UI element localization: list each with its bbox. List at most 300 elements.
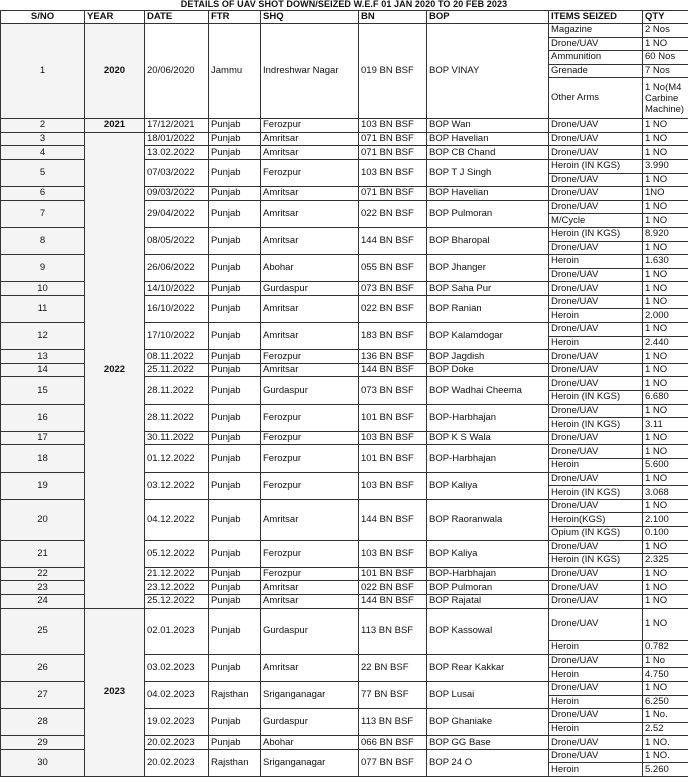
shq-cell: Indreshwar Nagar [261, 24, 359, 119]
bn-cell: 144 BN BSF [359, 499, 427, 540]
ftr-cell: Punjab [209, 119, 261, 133]
item-cell: Drone/UAV [549, 377, 643, 391]
shq-cell: Amritsar [261, 594, 359, 608]
bop-cell: BOP-Harbhajan [427, 445, 549, 472]
qty-cell: 1 NO [643, 363, 688, 377]
bn-cell: 073 BN BSF [359, 282, 427, 296]
item-cell: Ammunition [549, 51, 643, 65]
bn-cell: 071 BN BSF [359, 187, 427, 201]
sno-cell: 24 [1, 594, 85, 608]
sno-cell: 8 [1, 227, 85, 254]
bop-cell: BOP Kassowal [427, 608, 549, 654]
bn-cell: 066 BN BSF [359, 736, 427, 750]
sno-cell: 16 [1, 404, 85, 431]
qty-cell: 1 NO [643, 268, 688, 282]
qty-cell: 3.068 [643, 486, 688, 500]
bop-cell: BOP-Harbhajan [427, 567, 549, 581]
sno-cell: 26 [1, 654, 85, 681]
qty-cell: 1 NO. [643, 749, 688, 763]
ftr-cell: Punjab [209, 594, 261, 608]
item-cell: Drone/UAV [549, 581, 643, 595]
bop-cell: BOP K S Wala [427, 431, 549, 445]
ftr-cell: Jammu [209, 24, 261, 119]
item-cell: Drone/UAV [549, 295, 643, 309]
shq-cell: Amritsar [261, 581, 359, 595]
item-cell: Drone/UAV [549, 119, 643, 133]
date-cell: 21.12.2022 [145, 567, 209, 581]
qty-cell: 1 NO [643, 431, 688, 445]
sno-cell: 3 [1, 132, 85, 146]
bn-cell: 022 BN BSF [359, 200, 427, 227]
item-cell: Drone/UAV [549, 709, 643, 723]
shq-cell: Amritsar [261, 499, 359, 540]
item-cell: Drone/UAV [549, 187, 643, 201]
bop-cell: BOP Rajatal [427, 594, 549, 608]
item-cell: Drone/UAV [549, 173, 643, 187]
item-cell: Drone/UAV [549, 472, 643, 486]
bn-cell: 77 BN BSF [359, 681, 427, 708]
bop-cell: BOP Havelian [427, 187, 549, 201]
sno-cell: 15 [1, 377, 85, 404]
qty-cell: 2 Nos [643, 24, 688, 38]
table-body [1, 24, 688, 777]
item-cell: Drone/UAV [549, 499, 643, 513]
ftr-cell: Punjab [209, 404, 261, 431]
bop-cell: BOP Pulmoran [427, 200, 549, 227]
qty-cell: 1 NO [643, 282, 688, 296]
header-sno: S/NO [1, 11, 85, 24]
bop-cell: BOP 24 O [427, 749, 549, 776]
year-cell: 2021 [85, 119, 145, 133]
qty-cell: 5.260 [643, 763, 688, 777]
date-cell: 29/04/2022 [145, 200, 209, 227]
qty-cell: 1 NO [643, 472, 688, 486]
date-cell: 25.12.2022 [145, 594, 209, 608]
bn-cell: 073 BN BSF [359, 377, 427, 404]
qty-cell: 1 No. [643, 709, 688, 723]
date-cell: 09/03/2022 [145, 187, 209, 201]
date-cell: 20/06/2020 [145, 24, 209, 119]
ftr-cell: Punjab [209, 350, 261, 364]
bop-cell: BOP Bharopal [427, 227, 549, 254]
header-bn: BN [359, 11, 427, 24]
shq-cell: Ferozpur [261, 472, 359, 499]
bop-cell: BOP Kaliya [427, 472, 549, 499]
qty-cell: 2.100 [643, 513, 688, 527]
sno-cell: 1 [1, 24, 85, 119]
ftr-cell: Punjab [209, 472, 261, 499]
date-cell: 19.02.2023 [145, 709, 209, 736]
qty-cell: 1 NO. [643, 736, 688, 750]
item-cell: Heroin [549, 336, 643, 350]
sno-cell: 7 [1, 200, 85, 227]
item-cell: Heroin [549, 668, 643, 682]
date-cell: 17/12/2021 [145, 119, 209, 133]
ftr-cell: Punjab [209, 608, 261, 654]
item-cell: Other Arms [549, 78, 643, 119]
sno-cell: 11 [1, 295, 85, 322]
shq-cell: Amritsar [261, 132, 359, 146]
bop-cell: BOP Ranian [427, 295, 549, 322]
qty-cell: 1 NO [643, 37, 688, 51]
date-cell: 13.02.2022 [145, 146, 209, 160]
ftr-cell: Punjab [209, 540, 261, 567]
item-cell: Drone/UAV [549, 749, 643, 763]
qty-cell: 1 NO [643, 350, 688, 364]
shq-cell: Abohar [261, 255, 359, 282]
qty-cell: 1NO [643, 187, 688, 201]
bop-cell: BOP Pulmoran [427, 581, 549, 595]
item-cell: Drone/UAV [549, 431, 643, 445]
sno-cell: 2 [1, 119, 85, 133]
bop-cell: BOP Jhanger [427, 255, 549, 282]
sno-cell: 18 [1, 445, 85, 472]
item-cell: Heroin (IN KGS) [549, 227, 643, 241]
bn-cell: 113 BN BSF [359, 608, 427, 654]
bn-cell: 077 BN BSF [359, 749, 427, 776]
bop-cell: BOP T J Singh [427, 159, 549, 186]
date-cell: 07/03/2022 [145, 159, 209, 186]
ftr-cell: Punjab [209, 363, 261, 377]
ftr-cell: Rajsthan [209, 681, 261, 708]
bop-cell: BOP Havelian [427, 132, 549, 146]
item-cell: Heroin [549, 309, 643, 323]
ftr-cell: Punjab [209, 187, 261, 201]
item-cell: Heroin (IN KGS) [549, 159, 643, 173]
date-cell: 28.11.2022 [145, 404, 209, 431]
bop-cell: BOP VINAY [427, 24, 549, 119]
item-cell: Heroin [549, 641, 643, 655]
item-cell: Drone/UAV [549, 654, 643, 668]
qty-cell: 1 NO [643, 323, 688, 337]
table-row [1, 608, 688, 641]
bop-cell: BOP Lusai [427, 681, 549, 708]
qty-cell: 1 NO [643, 594, 688, 608]
sno-cell: 29 [1, 736, 85, 750]
date-cell: 30.11.2022 [145, 431, 209, 445]
date-cell: 08.11.2022 [145, 350, 209, 364]
ftr-cell: Punjab [209, 227, 261, 254]
item-cell: Opium (IN KGS) [549, 526, 643, 540]
sno-cell: 20 [1, 499, 85, 540]
sno-cell: 9 [1, 255, 85, 282]
qty-cell: 60 Nos [643, 51, 688, 65]
shq-cell: Amritsar [261, 363, 359, 377]
table-header-row [1, 11, 688, 24]
header-year: YEAR [85, 11, 145, 24]
qty-cell: 4.750 [643, 668, 688, 682]
shq-cell: Amritsar [261, 200, 359, 227]
shq-cell: Ferozpur [261, 119, 359, 133]
sno-cell: 12 [1, 323, 85, 350]
shq-cell: Ferozpur [261, 431, 359, 445]
sno-cell: 21 [1, 540, 85, 567]
bop-cell: BOP Ghaniake [427, 709, 549, 736]
bn-cell: 144 BN BSF [359, 594, 427, 608]
qty-cell: 0.100 [643, 526, 688, 540]
shq-cell: Amritsar [261, 654, 359, 681]
item-cell: Drone/UAV [549, 567, 643, 581]
date-cell: 18/01/2022 [145, 132, 209, 146]
ftr-cell: Punjab [209, 323, 261, 350]
bn-cell: 022 BN BSF [359, 581, 427, 595]
qty-cell: 3.11 [643, 418, 688, 432]
qty-cell: 1.630 [643, 255, 688, 269]
sno-cell: 14 [1, 363, 85, 377]
bn-cell: 113 BN BSF [359, 709, 427, 736]
item-cell: Heroin [549, 722, 643, 736]
item-cell: Drone/UAV [549, 363, 643, 377]
bn-cell: 103 BN BSF [359, 540, 427, 567]
sno-cell: 5 [1, 159, 85, 186]
shq-cell: Ferozpur [261, 567, 359, 581]
bn-cell: 101 BN BSF [359, 567, 427, 581]
item-cell: Drone/UAV [549, 736, 643, 750]
qty-cell: 1 NO [643, 173, 688, 187]
item-cell: Drone/UAV [549, 404, 643, 418]
sno-cell: 28 [1, 709, 85, 736]
bn-cell: 144 BN BSF [359, 363, 427, 377]
item-cell: Heroin [549, 255, 643, 269]
qty-cell: 1 NO [643, 119, 688, 133]
ftr-cell: Punjab [209, 736, 261, 750]
bop-cell: BOP Raoranwala [427, 499, 549, 540]
qty-cell: 1 NO [643, 200, 688, 214]
qty-cell: 6.250 [643, 695, 688, 709]
sno-cell: 22 [1, 567, 85, 581]
item-cell: Heroin [549, 695, 643, 709]
bop-cell: BOP Wadhai Cheema [427, 377, 549, 404]
item-cell: M/Cycle [549, 214, 643, 228]
qty-cell: 1 No(M4 Carbine Machine) [643, 78, 688, 119]
shq-cell: Ferozpur [261, 159, 359, 186]
sno-cell: 13 [1, 350, 85, 364]
ftr-cell: Punjab [209, 200, 261, 227]
sno-cell: 10 [1, 282, 85, 296]
shq-cell: Ferozpur [261, 404, 359, 431]
bn-cell: 101 BN BSF [359, 404, 427, 431]
ftr-cell: Punjab [209, 132, 261, 146]
sno-cell: 23 [1, 581, 85, 595]
bn-cell: 071 BN BSF [359, 132, 427, 146]
sno-cell: 19 [1, 472, 85, 499]
bop-cell: BOP Kaliya [427, 540, 549, 567]
bn-cell: 183 BN BSF [359, 323, 427, 350]
bn-cell: 022 BN BSF [359, 295, 427, 322]
shq-cell: Sriganganagar [261, 681, 359, 708]
ftr-cell: Punjab [209, 499, 261, 540]
shq-cell: Gurdaspur [261, 282, 359, 296]
bop-cell: BOP Wan [427, 119, 549, 133]
ftr-cell: Punjab [209, 255, 261, 282]
header-qty: QTY [643, 11, 688, 24]
ftr-cell: Punjab [209, 567, 261, 581]
date-cell: 03.12.2022 [145, 472, 209, 499]
qty-cell: 1 NO [643, 146, 688, 160]
qty-cell: 1 NO [643, 241, 688, 255]
page-title: DETAILS OF UAV SHOT DOWN/SEIZED W.E.F 01 JAN 2020 TO 20 FEB 2023 [180, 0, 508, 9]
item-cell: Drone/UAV [549, 540, 643, 554]
item-cell: Drone/UAV [549, 146, 643, 160]
date-cell: 16/10/2022 [145, 295, 209, 322]
qty-cell: 1 NO [643, 681, 688, 695]
item-cell: Drone/UAV [549, 608, 643, 641]
date-cell: 14/10/2022 [145, 282, 209, 296]
year-cell: 2020 [85, 24, 145, 119]
item-cell: Drone/UAV [549, 132, 643, 146]
item-cell: Drone/UAV [549, 241, 643, 255]
qty-cell: 2.440 [643, 336, 688, 350]
shq-cell: Gurdaspur [261, 608, 359, 654]
ftr-cell: Punjab [209, 295, 261, 322]
date-cell: 03.02.2023 [145, 654, 209, 681]
qty-cell: 3.990 [643, 159, 688, 173]
qty-cell: 6.680 [643, 391, 688, 405]
shq-cell: Amritsar [261, 187, 359, 201]
item-cell: Heroin(KGS) [549, 513, 643, 527]
item-cell: Magazine [549, 24, 643, 38]
qty-cell: 0.782 [643, 641, 688, 655]
qty-cell: 1 NO [643, 295, 688, 309]
qty-cell: 1 No [643, 654, 688, 668]
qty-cell: 1 NO [643, 404, 688, 418]
qty-cell: 1 NO [643, 132, 688, 146]
bn-cell: 144 BN BSF [359, 227, 427, 254]
bn-cell: 103 BN BSF [359, 472, 427, 499]
bop-cell: BOP CB Chand [427, 146, 549, 160]
ftr-cell: Punjab [209, 709, 261, 736]
year-cell: 2022 [85, 132, 145, 608]
sno-cell: 4 [1, 146, 85, 160]
date-cell: 26/06/2022 [145, 255, 209, 282]
ftr-cell: Punjab [209, 377, 261, 404]
bn-cell: 103 BN BSF [359, 119, 427, 133]
ftr-cell: Punjab [209, 146, 261, 160]
item-cell: Drone/UAV [549, 323, 643, 337]
shq-cell: Ferozpur [261, 540, 359, 567]
table-row [1, 24, 688, 38]
date-cell: 28.11.2022 [145, 377, 209, 404]
qty-cell: 2.000 [643, 309, 688, 323]
shq-cell: Amritsar [261, 146, 359, 160]
sno-cell: 27 [1, 681, 85, 708]
header-ftr: FTR [209, 11, 261, 24]
qty-cell: 2.325 [643, 554, 688, 568]
item-cell: Drone/UAV [549, 681, 643, 695]
bn-cell: 101 BN BSF [359, 445, 427, 472]
bn-cell: 103 BN BSF [359, 159, 427, 186]
bop-cell: BOP Rear Kakkar [427, 654, 549, 681]
header-bop: BOP [427, 11, 549, 24]
shq-cell: Ferozpur [261, 445, 359, 472]
bn-cell: 055 BN BSF [359, 255, 427, 282]
qty-cell: 1 NO [643, 540, 688, 554]
date-cell: 20.02.2023 [145, 749, 209, 776]
date-cell: 23.12.2022 [145, 581, 209, 595]
bn-cell: 071 BN BSF [359, 146, 427, 160]
item-cell: Heroin (IN KGS) [549, 554, 643, 568]
qty-cell: 1 NO [643, 567, 688, 581]
ftr-cell: Rajsthan [209, 749, 261, 776]
table-row [1, 132, 688, 146]
item-cell: Heroin [549, 763, 643, 777]
date-cell: 25.11.2022 [145, 363, 209, 377]
date-cell: 20.02.2023 [145, 736, 209, 750]
date-cell: 01.12.2022 [145, 445, 209, 472]
shq-cell: Gurdaspur [261, 377, 359, 404]
shq-cell: Gurdaspur [261, 709, 359, 736]
date-cell: 17/10/2022 [145, 323, 209, 350]
uav-seizure-table [0, 10, 688, 777]
qty-cell: 2.52 [643, 722, 688, 736]
bop-cell: BOP Saha Pur [427, 282, 549, 296]
item-cell: Heroin (IN KGS) [549, 418, 643, 432]
qty-cell: 1 NO [643, 445, 688, 459]
shq-cell: Ferozpur [261, 350, 359, 364]
date-cell: 08/05/2022 [145, 227, 209, 254]
header-items-seized: ITEMS SEIZED [549, 11, 643, 24]
bop-cell: BOP Kalamdogar [427, 323, 549, 350]
date-cell: 02.01.2023 [145, 608, 209, 654]
table-row [1, 119, 688, 133]
qty-cell: 1 NO [643, 377, 688, 391]
bop-cell: BOP GG Base [427, 736, 549, 750]
ftr-cell: Punjab [209, 581, 261, 595]
item-cell: Drone/UAV [549, 350, 643, 364]
bop-cell: BOP Jagdish [427, 350, 549, 364]
item-cell: Drone/UAV [549, 282, 643, 296]
item-cell: Drone/UAV [549, 594, 643, 608]
item-cell: Drone/UAV [549, 268, 643, 282]
shq-cell: Amritsar [261, 227, 359, 254]
qty-cell: 8.920 [643, 227, 688, 241]
ftr-cell: Punjab [209, 445, 261, 472]
qty-cell: 1 NO [643, 581, 688, 595]
bop-cell: BOP Doke [427, 363, 549, 377]
bn-cell: 019 BN BSF [359, 24, 427, 119]
shq-cell: Abohar [261, 736, 359, 750]
year-cell: 2023 [85, 608, 145, 777]
bn-cell: 103 BN BSF [359, 431, 427, 445]
item-cell: Heroin (IN KGS) [549, 391, 643, 405]
bn-cell: 136 BN BSF [359, 350, 427, 364]
ftr-cell: Punjab [209, 654, 261, 681]
sno-cell: 17 [1, 431, 85, 445]
item-cell: Grenade [549, 64, 643, 78]
qty-cell: 7 Nos [643, 64, 688, 78]
sno-cell: 25 [1, 608, 85, 654]
qty-cell: 1 NO [643, 214, 688, 228]
date-cell: 04.02.2023 [145, 681, 209, 708]
item-cell: Drone/UAV [549, 445, 643, 459]
ftr-cell: Punjab [209, 431, 261, 445]
header-date: DATE [145, 11, 209, 24]
shq-cell: Amritsar [261, 295, 359, 322]
bn-cell: 22 BN BSF [359, 654, 427, 681]
header-shq: SHQ [261, 11, 359, 24]
qty-cell: 1 NO [643, 499, 688, 513]
item-cell: Drone/UAV [549, 37, 643, 51]
date-cell: 05.12.2022 [145, 540, 209, 567]
item-cell: Drone/UAV [549, 200, 643, 214]
ftr-cell: Punjab [209, 159, 261, 186]
qty-cell: 5.600 [643, 459, 688, 473]
bop-cell: BOP-Harbhajan [427, 404, 549, 431]
qty-cell: 1 NO [643, 608, 688, 641]
shq-cell: Sriganganagar [261, 749, 359, 776]
ftr-cell: Punjab [209, 282, 261, 296]
date-cell: 04.12.2022 [145, 499, 209, 540]
